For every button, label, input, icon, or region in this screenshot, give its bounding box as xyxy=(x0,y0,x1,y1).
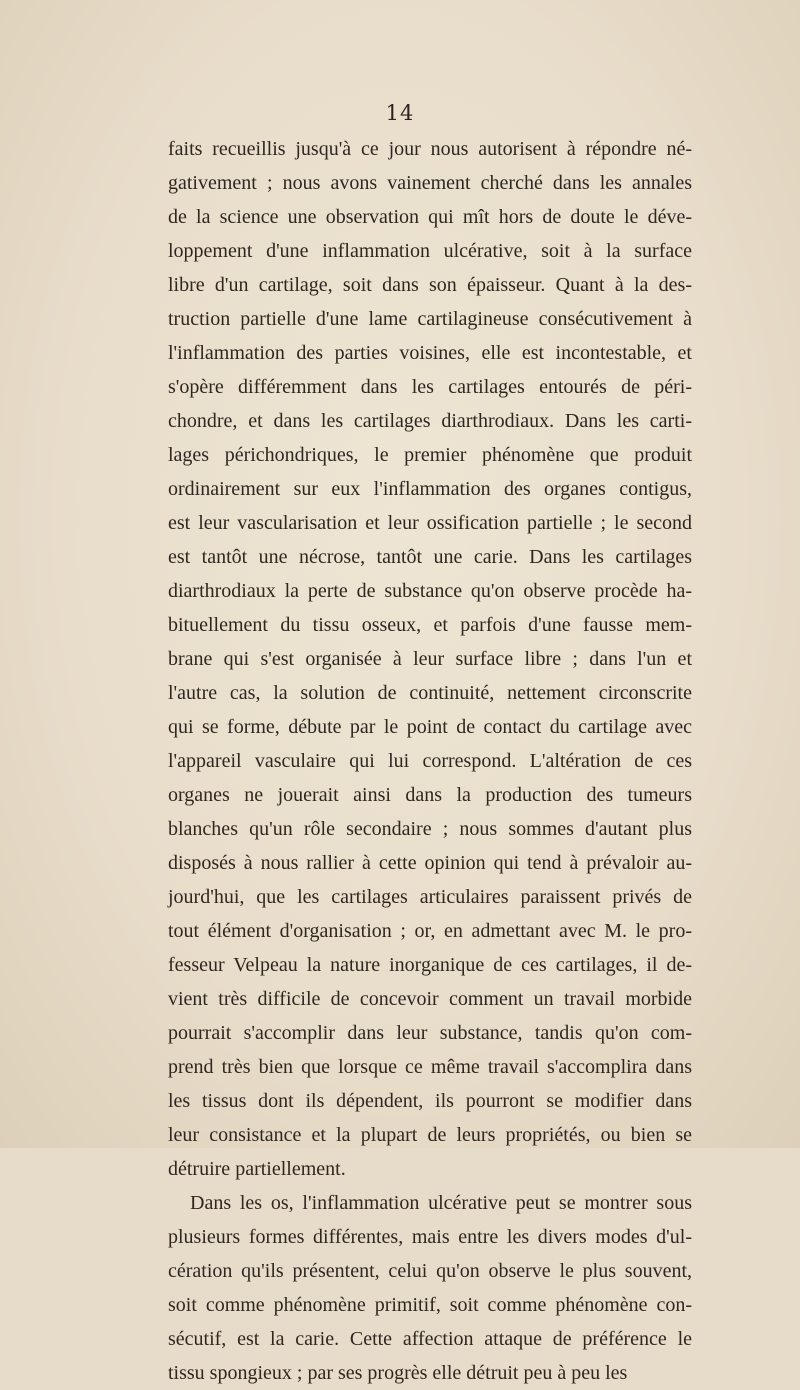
text-line: est tantôt une nécrose, tantôt une carie. Dans les cartilages xyxy=(168,546,692,568)
text-line: organes ne jouerait ainsi dans la production des tumeurs xyxy=(168,784,692,806)
text-line: faits recueillis jusqu'à ce jour nous autorisent à répondre né- xyxy=(168,138,692,160)
text-line: l'inflammation des parties voisines, elle est incontestable, et xyxy=(168,342,692,364)
text-line: diarthrodiaux la perte de substance qu'on observe procède ha- xyxy=(168,580,692,602)
text-line: les tissus dont ils dépendent, ils pourront se modifier dans xyxy=(168,1090,692,1112)
page-number: 14 xyxy=(385,101,415,125)
text-line: lages périchondriques, le premier phénomène que produit xyxy=(168,444,692,466)
text-line: soit comme phénomène primitif, soit comme phénomène con- xyxy=(168,1294,692,1316)
text-line: est leur vascularisation et leur ossification partielle ; le second xyxy=(168,512,692,534)
text-line: tout élément d'organisation ; or, en admettant avec M. le pro- xyxy=(168,920,692,942)
text-line: loppement d'une inflammation ulcérative, soit à la surface xyxy=(168,240,692,262)
text-line: libre d'un cartilage, soit dans son épaisseur. Quant à la des- xyxy=(168,274,692,296)
text-line: leur consistance et la plupart de leurs propriétés, ou bien se xyxy=(168,1124,692,1146)
text-line: s'opère différemment dans les cartilages entourés de péri- xyxy=(168,376,692,398)
text-line: prend très bien que lorsque ce même travail s'accomplira dans xyxy=(168,1056,692,1078)
text-line: vient très difficile de concevoir comment un travail morbide xyxy=(168,988,692,1010)
text-line: blanches qu'un rôle secondaire ; nous sommes d'autant plus xyxy=(168,818,692,840)
text-line: chondre, et dans les cartilages diarthrodiaux. Dans les carti- xyxy=(168,410,692,432)
text-line: brane qui s'est organisée à leur surface libre ; dans l'un et xyxy=(168,648,692,670)
paragraph xyxy=(168,132,692,1186)
text-line: gativement ; nous avons vainement cherché dans les annales xyxy=(168,172,692,194)
text-line: jourd'hui, que les cartilages articulaires paraissent privés de xyxy=(168,886,692,908)
body-text xyxy=(168,132,692,1390)
text-line: tissu spongieux ; par ses progrès elle détruit peu à peu les xyxy=(168,1362,628,1384)
text-line: sécutif, est la carie. Cette affection attaque de préférence le xyxy=(168,1328,692,1350)
text-line: truction partielle d'une lame cartilagineuse consécutivement à xyxy=(168,308,692,330)
paragraph xyxy=(168,1186,692,1390)
text-line: disposés à nous rallier à cette opinion qui tend à prévaloir au- xyxy=(168,852,692,874)
text-line: cération qu'ils présentent, celui qu'on observe le plus souvent, xyxy=(168,1260,692,1282)
text-line: pourrait s'accomplir dans leur substance, tandis qu'on com- xyxy=(168,1022,692,1044)
text-line: Dans les os, l'inflammation ulcérative peut se montrer sous xyxy=(190,1192,692,1214)
text-line: fesseur Velpeau la nature inorganique de ces cartilages, il de- xyxy=(168,954,692,976)
text-line: l'appareil vasculaire qui lui correspond. L'altération de ces xyxy=(168,750,692,772)
text-line: plusieurs formes différentes, mais entre les divers modes d'ul- xyxy=(168,1226,692,1248)
text-line: détruire partiellement. xyxy=(168,1158,346,1180)
text-line: bituellement du tissu osseux, et parfois d'une fausse mem- xyxy=(168,614,692,636)
text-line: l'autre cas, la solution de continuité, nettement circonscrite xyxy=(168,682,692,704)
text-line: qui se forme, débute par le point de contact du cartilage avec xyxy=(168,716,692,738)
text-line: ordinairement sur eux l'inflammation des organes contigus, xyxy=(168,478,692,500)
text-line: de la science une observation qui mît hors de doute le déve- xyxy=(168,206,692,228)
